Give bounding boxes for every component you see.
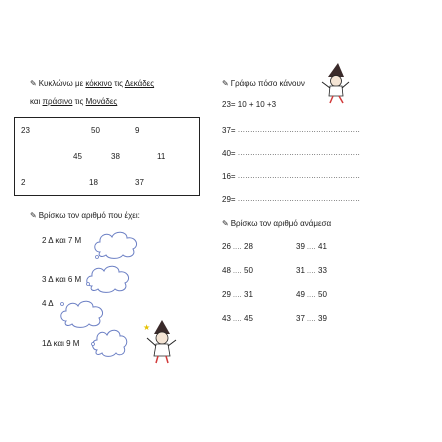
answer-cloud[interactable] (84, 262, 134, 294)
grid-number[interactable]: 9 (135, 126, 140, 135)
sum-item-label: 37= (222, 126, 236, 135)
answer-slot[interactable]: .... (233, 317, 242, 323)
between-item: 39 .... 41 (296, 242, 327, 251)
pencil-icon: ✎ (30, 79, 37, 88)
circle-instruction-line2: και πράσινο τις Μονάδες (30, 97, 118, 106)
answer-slot[interactable]: .... (307, 245, 316, 251)
between-number-instruction: ✎ Βρίσκω τον αριθμό ανάμεσα (222, 219, 332, 228)
grid-number[interactable]: 38 (111, 152, 120, 161)
circle-instruction-line1: ✎ Κυκλώνω με κόκκινο τις Δεκάδες (30, 79, 155, 88)
answer-cloud[interactable] (92, 228, 142, 260)
word-tens: Δεκάδες (124, 79, 155, 88)
pencil-icon: ✎ (222, 79, 229, 88)
grid-number[interactable]: 37 (135, 178, 144, 187)
answer-slot[interactable]: .... (233, 293, 242, 299)
answer-cloud[interactable] (58, 296, 108, 330)
clue-label: 3 Δ και 6 Μ (42, 275, 82, 284)
between-item: 49 .... 50 (296, 290, 327, 299)
wizard-mascot-icon (142, 318, 180, 364)
number-grid-box (14, 117, 200, 196)
answer-slot[interactable]: .... (307, 293, 316, 299)
answer-cloud[interactable] (90, 326, 130, 358)
word-green: πράσινο (42, 97, 73, 106)
wizard-mascot-icon (318, 62, 352, 104)
answer-slot[interactable]: .... (307, 317, 316, 323)
answer-slot[interactable]: .... (233, 245, 242, 251)
clue-label: 2 Δ και 7 Μ (42, 236, 82, 245)
clue-label: 1Δ και 9 Μ (42, 339, 80, 348)
between-item: 29 .... 31 (222, 290, 253, 299)
word-units: Μονάδες (85, 97, 118, 106)
grid-number[interactable]: 23 (21, 126, 30, 135)
write-sum-instruction: ✎ Γράφω πόσο κάνουν (222, 79, 305, 88)
pencil-icon: ✎ (222, 219, 229, 228)
between-item: 48 .... 50 (222, 266, 253, 275)
sum-item-label: 16= (222, 172, 236, 181)
between-item: 31 .... 33 (296, 266, 327, 275)
grid-number[interactable]: 2 (21, 178, 26, 187)
between-item: 26 .... 28 (222, 242, 253, 251)
answer-line[interactable]: .................................................. (238, 127, 361, 134)
word-red: κόκκινο (85, 79, 112, 88)
grid-number[interactable]: 18 (89, 178, 98, 187)
sum-item-label: 29= (222, 195, 236, 204)
sum-item-label: 40= (222, 149, 236, 158)
between-item: 37 .... 39 (296, 314, 327, 323)
svg-text:★: ★ (143, 323, 151, 332)
find-number-instruction: ✎ Βρίσκω τον αριθμό που έχει: (30, 211, 140, 220)
grid-number[interactable]: 11 (157, 152, 166, 161)
answer-line[interactable]: .................................................. (238, 196, 361, 203)
answer-line[interactable]: .................................................. (238, 173, 361, 180)
pencil-icon: ✎ (30, 211, 37, 220)
answer-slot[interactable]: .... (307, 269, 316, 275)
grid-number[interactable]: 45 (73, 152, 82, 161)
clue-label: 4 Δ (42, 299, 54, 308)
answer-slot[interactable]: .... (233, 269, 242, 275)
example-sum: 23= 10 + 10 +3 (222, 100, 277, 109)
answer-line[interactable]: .................................................. (238, 150, 361, 157)
between-item: 43 .... 45 (222, 314, 253, 323)
grid-number[interactable]: 50 (91, 126, 100, 135)
